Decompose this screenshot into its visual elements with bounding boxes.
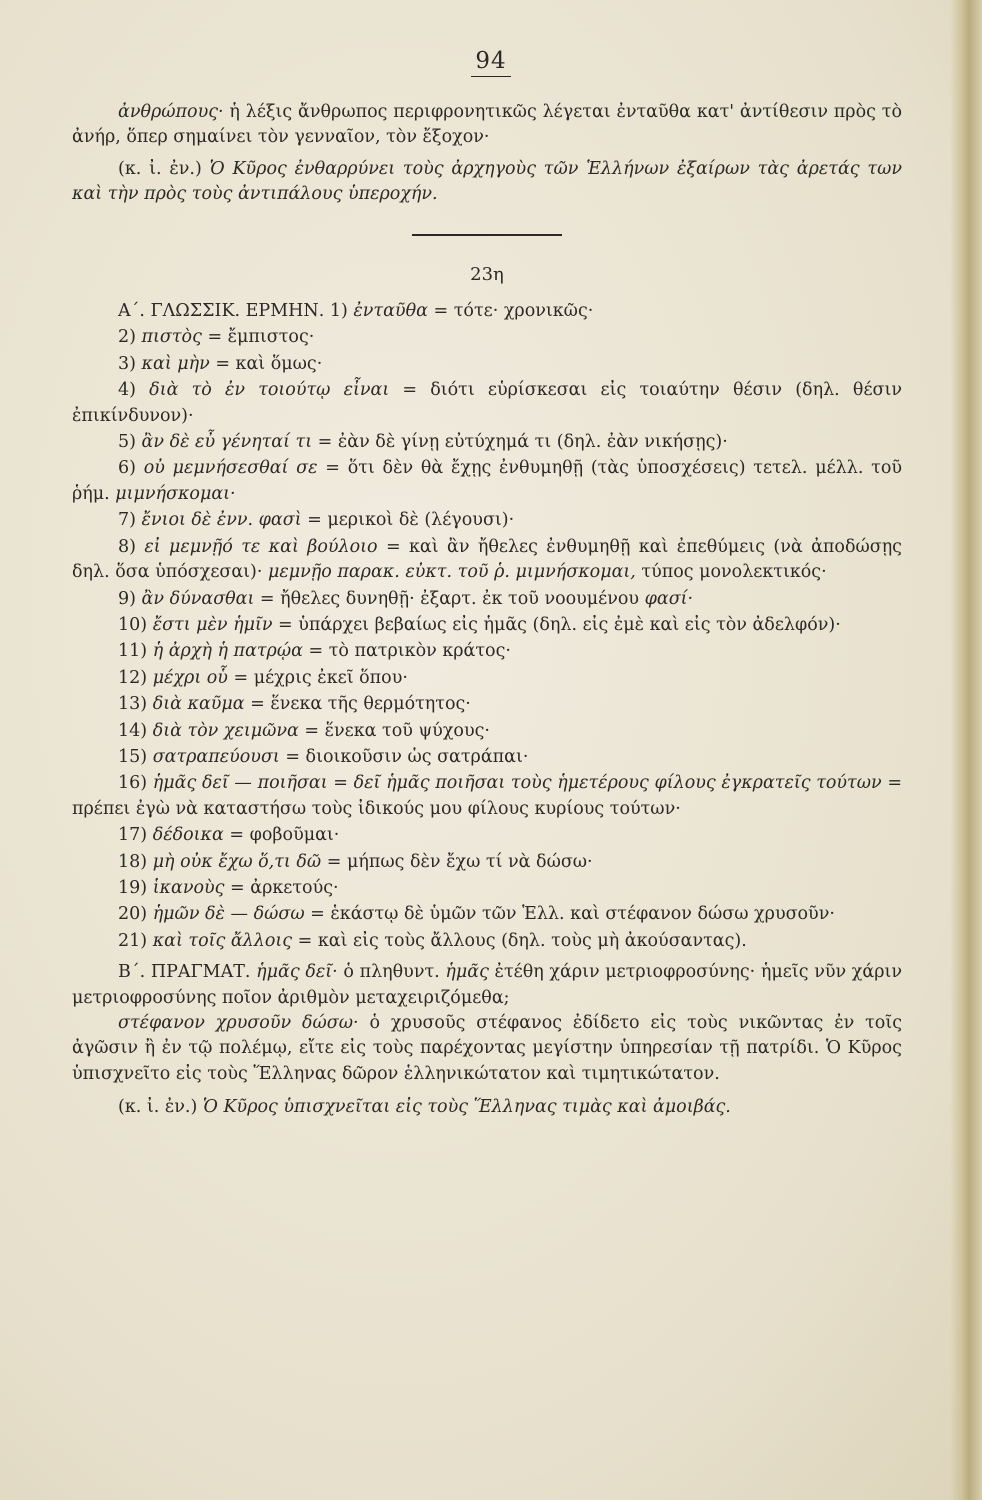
list-item: 6) οὐ μεμνήσεσθαί σε = ὅτι δὲν θὰ ἔχῃς ἐνθυμηθῇ (τὰς ὑποσχέσεις) τετελ. μέλλ. τοῦ ῥήμ. μιμνήσκομαι· (72, 458, 902, 504)
list-item: 11) ἡ ἀρχὴ ἡ πατρῴα = τὸ πατρικὸν κράτος· (118, 641, 511, 662)
list-item: 7) ἔνιοι δὲ ἐνν. φασὶ = μερικοὶ δὲ (λέγουσι)· (118, 510, 515, 531)
list-item: Α΄. ΓΛΩΣΣΙΚ. ΕΡΜΗΝ. 1) ἐνταῦθα = τότε· χρονικῶς· (118, 301, 594, 322)
pragmat-paragraph-2: στέφανον χρυσοῦν δώσω· ὁ χρυσοῦς στέφανος ἐδίδετο εἰς τοὺς νικῶντας ἐν τοῖς ἀγῶσιν ἢ ἐν τῷ πολέμῳ, εἴτε εἰς τοὺς παρέχοντας μεγίστην ὑπηρεσίαν τῇ πατρίδι. Ὁ Κῦρος ὑπισχνεῖτο εἰς τοὺς Ἕλληνας δῶρον ἑλληνικώτατον καὶ τιμητικώτατον. (72, 1013, 903, 1084)
page-text (72, 100, 902, 1121)
page-number: 94 (0, 48, 982, 74)
list-item: 20) ἡμῶν δὲ — δώσω = ἑκάστῳ δὲ ὑμῶν τῶν Ἑλλ. καὶ στέφανον δώσω χρυσοῦν· (118, 904, 835, 925)
list-item: 15) σατραπεύουσι = διοικοῦσιν ὡς σατράπαι· (118, 746, 529, 767)
list-item: 3) καὶ μὴν = καὶ ὅμως· (118, 353, 323, 374)
list-item: 17) δέδοικα = φοβοῦμαι· (118, 825, 340, 846)
list-item: 9) ἂν δύνασθαι = ἤθελες δυνηθῇ· ἐξαρτ. ἐκ τοῦ νοουμένου φασί· (118, 588, 694, 609)
list-item: 16) ἡμᾶς δεῖ — ποιῆσαι = δεῖ ἡμᾶς ποιῆσαι τοὺς ἡμετέρους φίλους ἐγκρατεῖς τούτων = πρέπει ἐγὼ νὰ καταστήσω τοὺς ἰδικούς μου φίλους κυρίους τούτων· (72, 773, 902, 819)
page-edge-shadow (950, 0, 982, 1500)
intro-paragraph: ἀνθρώπους· ἡ λέξις ἄνθρωπος περιφρονητικῶς λέγεται ἐνταῦθα κατ' ἀντίθεσιν πρὸς τὸ ἀνήρ, ὅπερ σημαίνει τὸν γενναῖον, τὸν ἔξοχον· (72, 102, 902, 148)
list-item: 14) διὰ τὸν χειμῶνα = ἕνεκα τοῦ ψύχους· (118, 720, 490, 741)
list-item: 2) πιστὸς = ἔμπιστος· (118, 327, 315, 348)
final-translation: (κ. ἰ. ἐν.) Ὁ Κῦρος ὑπισχνεῖται εἰς τοὺς Ἕλληνας τιμὰς καὶ ἀμοιβάς. (118, 1097, 731, 1118)
list-item: 12) μέχρι οὗ = μέχρις ἐκεῖ ὅπου· (118, 667, 408, 688)
list-item: 8) εἰ μεμνῇό τε καὶ βούλοιο = καὶ ἂν ἤθελες ἐνθυμηθῇ καὶ ἐπεθύμεις (νὰ ἀποδώσῃς δηλ. ὅσα ὑπόσχεσαι)· μεμνῇο παρακ. εὐκτ. τοῦ ῥ. μιμνήσκομαι, τύπος μονολεκτικός· (72, 536, 902, 583)
list-item: 21) καὶ τοῖς ἄλλοις = καὶ εἰς τοὺς ἄλλους (δηλ. τοὺς μὴ ἀκούσαντας). (118, 930, 747, 951)
pragmat-paragraph: Β΄. ΠΡΑΓΜΑΤ. ἡμᾶς δεῖ· ὁ πληθυντ. ἡμᾶς ἐτέθη χάριν μετριοφροσύνης· ἡμεῖς νῦν χάριν μετριοφροσύνης ποῖον ἀριθμὸν μεταχειριζόμεθα; (72, 962, 902, 1008)
gloss-list (72, 299, 902, 954)
section-title: 23η (470, 263, 504, 285)
list-item: 10) ἔστι μὲν ἡμῖν = ὑπάρχει βεβαίως εἰς ἡμᾶς (δηλ. εἰς ἐμὲ καὶ εἰς τὸν ἀδελφόν)· (118, 614, 841, 635)
list-item: 4) διὰ τὸ ἐν τοιούτῳ εἶναι = διότι εὑρίσκεσαι εἰς τοιαύτην θέσιν (δηλ. θέσιν ἐπικίνδυνον)· (72, 380, 902, 426)
list-item: 19) ἱκανοὺς = ἀρκετούς· (118, 877, 339, 898)
list-item: 5) ἂν δὲ εὖ γένηταί τι = ἐὰν δὲ γίνῃ εὐτύχημά τι (δηλ. ἐὰν νικήσῃς)· (118, 432, 728, 453)
intro-translation: (κ. ἰ. ἐν.) Ὁ Κῦρος ἐνθαρρύνει τοὺς ἀρχηγοὺς τῶν Ἑλλήνων ἐξαίρων τὰς ἀρετάς των καὶ τὴν πρὸς τοὺς ἀντιπάλους ὑπεροχήν. (72, 158, 902, 205)
section-divider (412, 234, 562, 236)
list-item: 18) μὴ οὐκ ἔχω ὅ,τι δῶ = μήπως δὲν ἔχω τί νὰ δώσω· (118, 851, 593, 872)
list-item: 13) διὰ καῦμα = ἕνεκα τῆς θερμότητος· (118, 694, 471, 715)
